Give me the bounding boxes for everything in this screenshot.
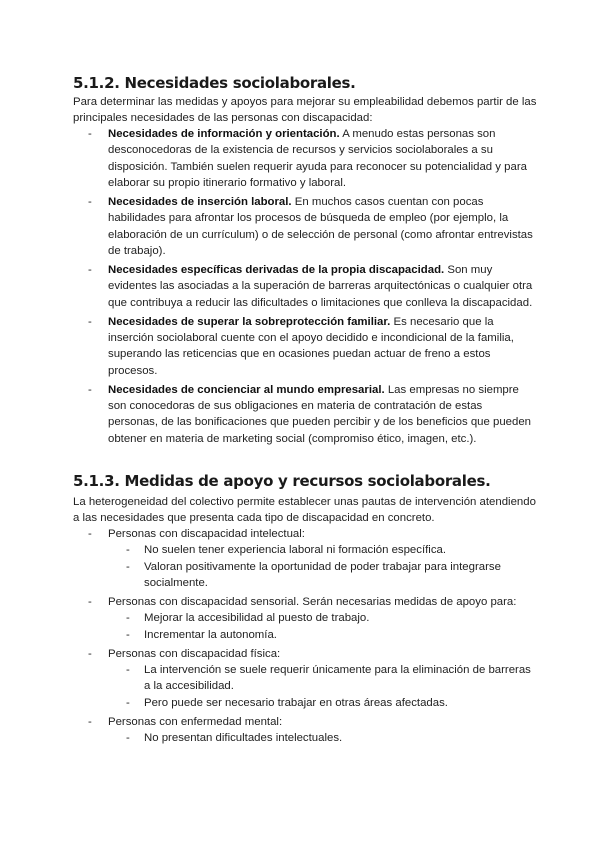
group-item <box>73 526 533 592</box>
bullet-dash: - <box>88 315 92 328</box>
bullet-dash: - <box>126 696 130 709</box>
bullet-dash: - <box>126 560 130 573</box>
bullet-dash: - <box>88 383 92 396</box>
item-text: En muchos casos cuentan con pocas habilidades para afrontar los procesos de búsqueda de empleo (por ejemplo, la elaboración de un currículum) o de selección de personal (como afrontar entrevistas de trabajo). <box>108 196 533 258</box>
sub-item <box>73 610 533 626</box>
group-item <box>73 594 533 643</box>
bullet-dash: - <box>88 528 92 540</box>
bullet-dash: - <box>88 596 92 609</box>
bullet-dash: - <box>126 628 130 641</box>
sub-list <box>108 610 533 643</box>
sub-item-text: Incrementar la autonomía. <box>144 628 277 641</box>
needs-list <box>73 126 533 450</box>
item-text: Es necesario que la inserción sociolaboral cuente con el apoyo decidido e incondicional de la familia, superando las reticencias que en ocasiones puedan actuar de freno a estos procesos. <box>108 315 514 377</box>
sub-item <box>73 627 533 643</box>
section-heading-needs: 5.1.2. Necesidades sociolaborales. <box>73 74 356 92</box>
group-item <box>73 714 533 747</box>
item-text: Son muy evidentes las asociadas a la superación de barreras arquitectónicas o cualquier otra que contribuya a reducir las dificultades o limitaciones que conlleva la discapacidad. <box>108 264 533 309</box>
group-label: Personas con enfermedad mental: <box>108 715 283 728</box>
section-intro-measures: La heterogeneidad del colectivo permite establecer unas pautas de intervención atendiendo a las necesidades que presenta cada tipo de discapacidad en concreto. <box>73 496 536 525</box>
sub-list <box>108 542 533 591</box>
item-text: A menudo estas personas son desconocedoras de la existencia de recursos y servicios sociolaborales a su disposición. También suelen requerir ayuda para reconocer su potencialidad y para elaborar su propio itinerario formativo y laboral. <box>108 128 527 190</box>
sub-item-text: No suelen tener experiencia laboral ni formación específica. <box>144 544 447 557</box>
sub-item-text: No presentan dificultades intelectuales. <box>144 732 343 745</box>
sub-item-text: Valoran positivamente la oportunidad de poder trabajar para integrarse socialmente. <box>144 560 501 590</box>
sub-item <box>73 542 533 558</box>
list-item <box>73 262 533 311</box>
bullet-dash: - <box>88 264 92 277</box>
measures-list <box>73 526 533 749</box>
bullet-dash: - <box>88 715 92 728</box>
item-heading: Necesidades de superar la sobreprotección familiar. <box>108 315 391 328</box>
sub-item <box>73 730 533 746</box>
sub-list <box>108 662 533 711</box>
group-label: Personas con discapacidad física: <box>108 647 281 660</box>
bullet-dash: - <box>126 732 130 745</box>
bullet-dash: - <box>88 128 92 140</box>
bullet-dash: - <box>88 647 92 660</box>
bullet-dash: - <box>126 544 130 557</box>
bullet-dash: - <box>88 196 92 209</box>
item-heading: Necesidades de inserción laboral. <box>108 196 292 209</box>
item-text: Las empresas no siempre son conocedoras de sus obligaciones en materia de contratación de estas personas, de las bonificaciones que pueden percibir y de los beneficios que pueden obtener en materia de marketing social (compromiso ético, imagen, etc.). <box>108 383 532 445</box>
item-heading: Necesidades de información y orientación. <box>108 128 340 140</box>
sub-item-text: Pero puede ser necesario trabajar en otras áreas afectadas. <box>144 696 448 709</box>
list-item <box>73 314 533 380</box>
section-heading-measures: 5.1.3. Medidas de apoyo y recursos sociolaborales. <box>73 472 491 490</box>
list-item <box>73 194 533 260</box>
sub-item-text: La intervención se suele requerir únicamente para la eliminación de barreras a la accesibilidad. <box>144 664 531 693</box>
group-label: Personas con discapacidad sensorial. Serán necesarias medidas de apoyo para: <box>108 596 517 609</box>
sub-list <box>108 730 533 746</box>
bullet-dash: - <box>126 664 130 677</box>
sub-item <box>73 662 533 695</box>
bullet-dash: - <box>126 612 130 625</box>
sub-item-text: Mejorar la accesibilidad al puesto de trabajo. <box>144 612 370 625</box>
group-item <box>73 646 533 712</box>
item-heading: Necesidades específicas derivadas de la propia discapacidad. <box>108 264 445 277</box>
section-intro-needs: Para determinar las medidas y apoyos para mejorar su empleabilidad debemos partir de las principales necesidades de las personas con discapacidad: <box>73 96 537 125</box>
list-item <box>73 382 533 448</box>
group-label: Personas con discapacidad intelectual: <box>108 528 305 540</box>
sub-item <box>73 695 533 711</box>
item-heading: Necesidades de concienciar al mundo empresarial. <box>108 383 385 396</box>
list-item <box>73 126 533 192</box>
sub-item <box>73 559 533 592</box>
